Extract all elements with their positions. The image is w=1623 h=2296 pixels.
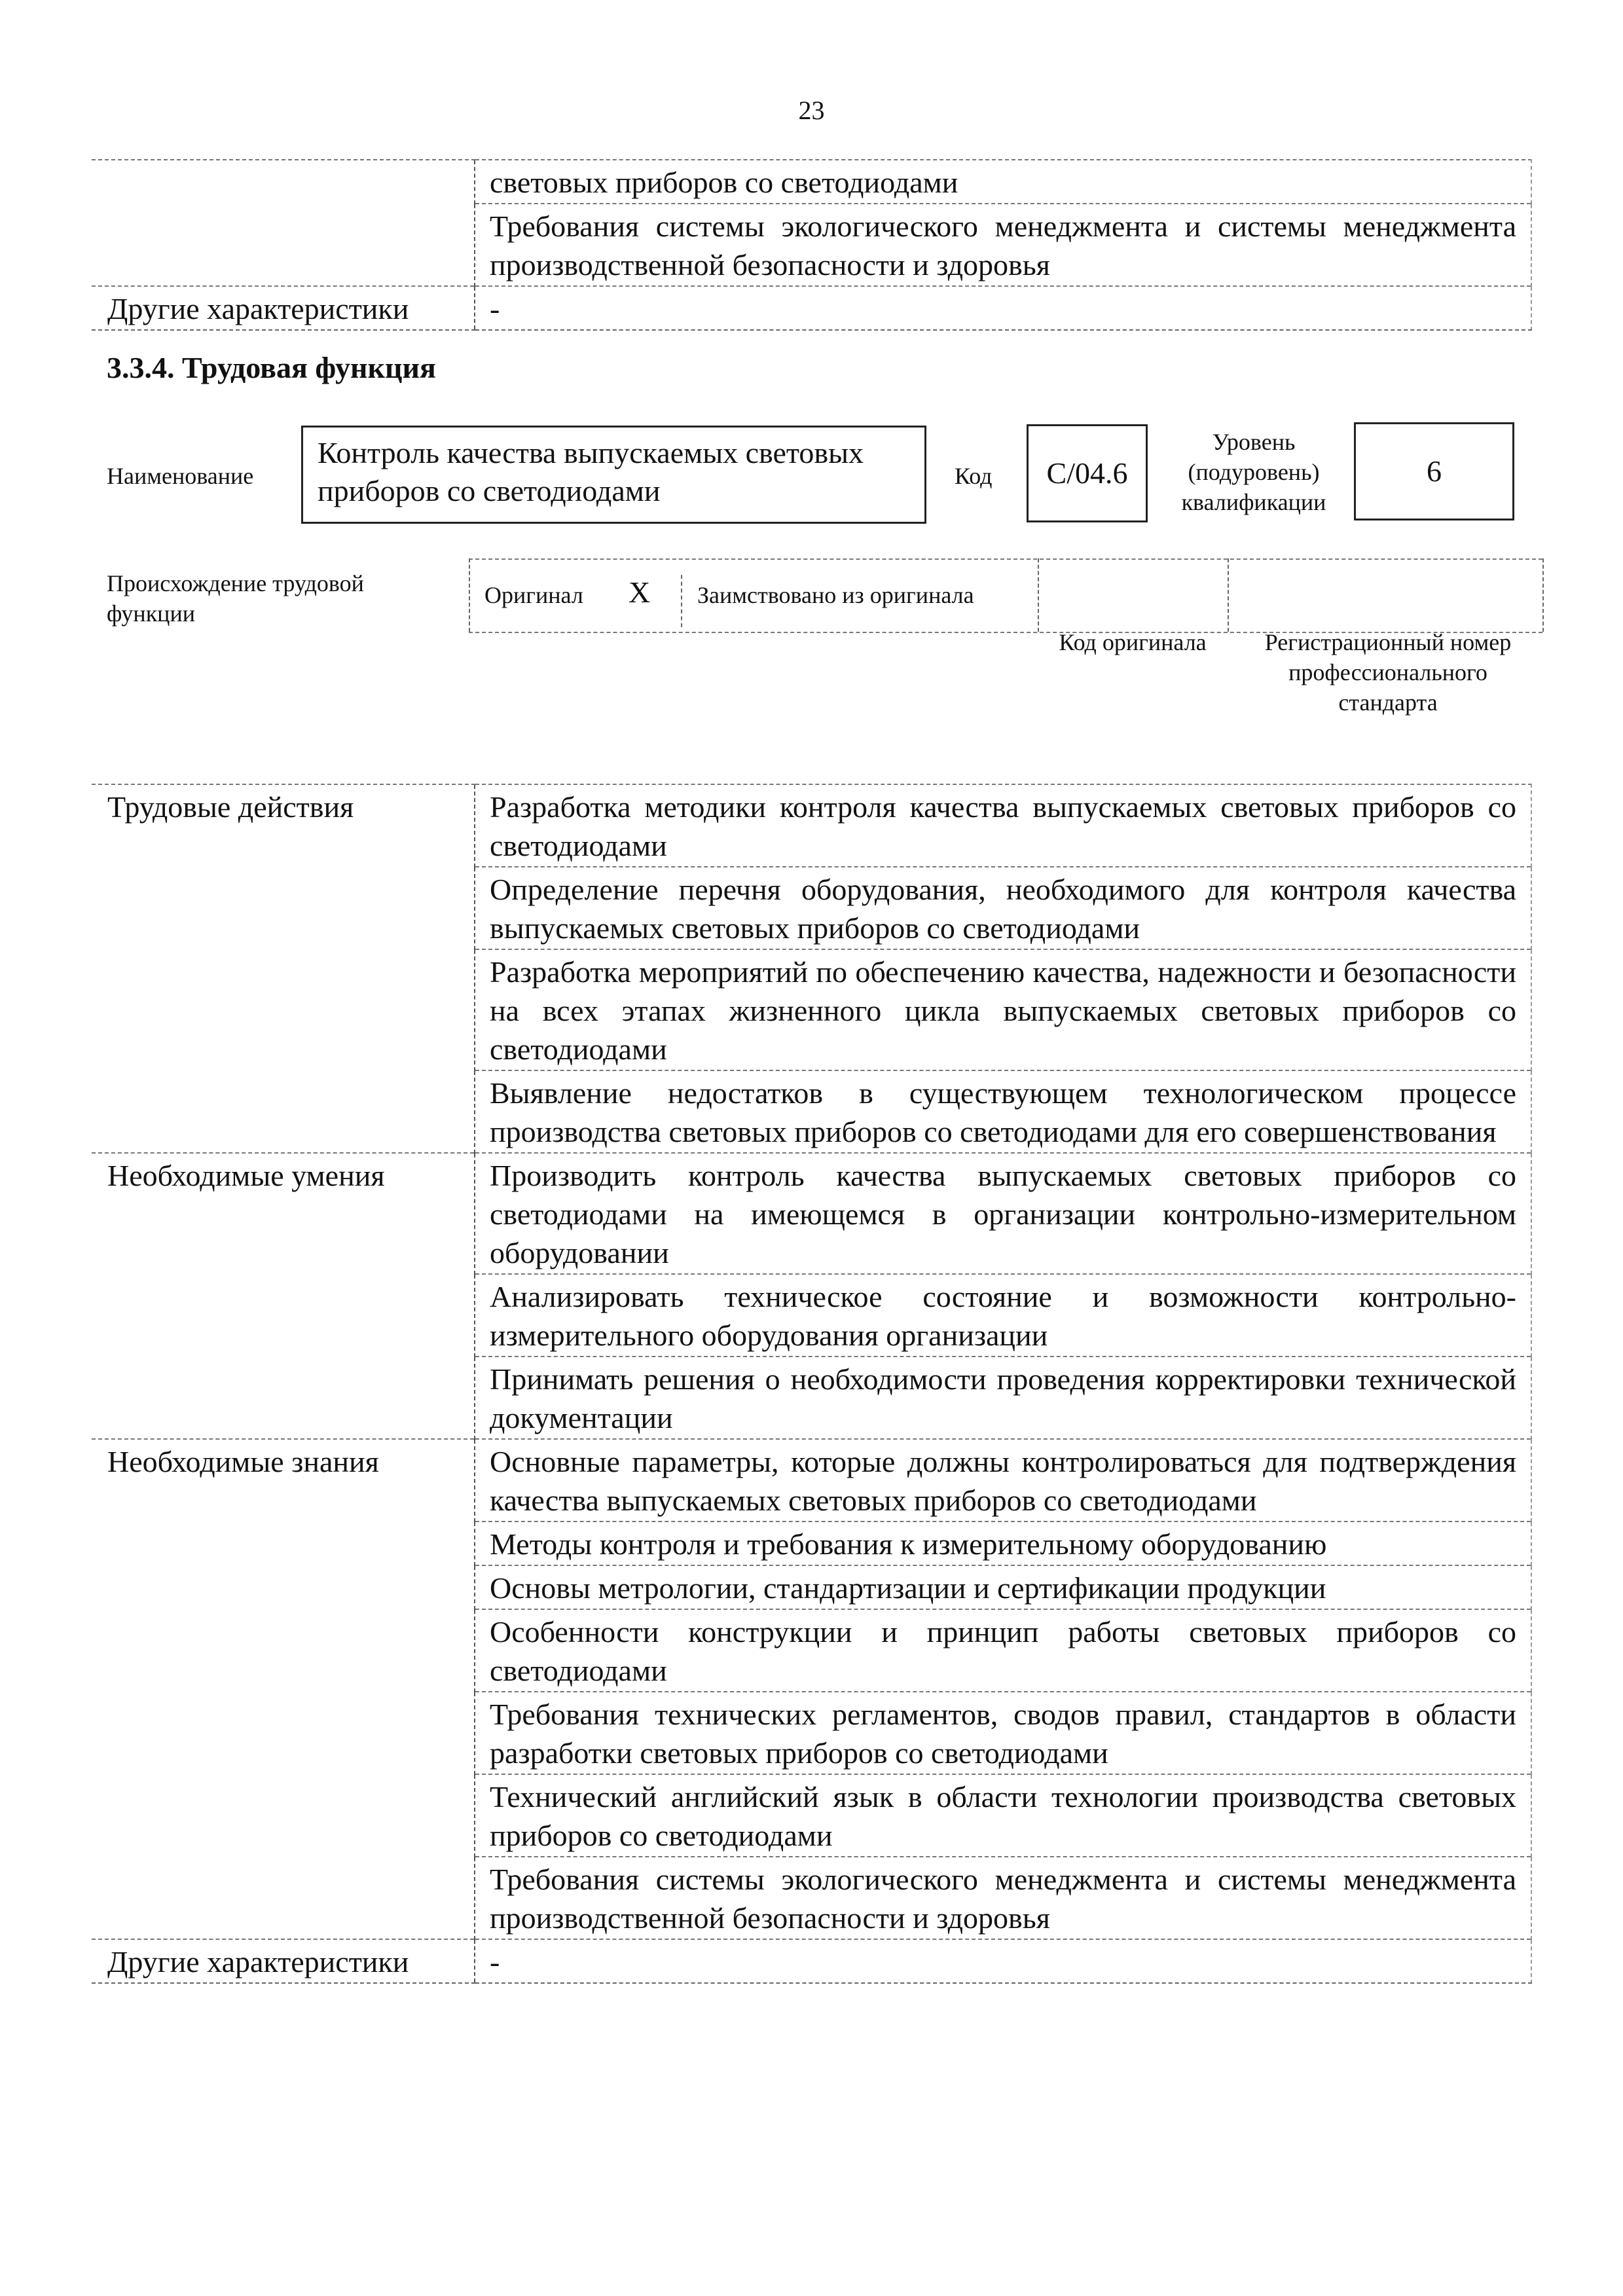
original-label: Оригинал — [484, 582, 583, 608]
code-value: C/04.6 — [1046, 456, 1128, 490]
labor-actions-label: Трудовые действия — [92, 784, 475, 1153]
function-name-value: Контроль качества выпускаемых световых приборов со светодиодами — [318, 436, 864, 507]
list-item: Разработка мероприятий по обеспечению качества, надежности и безопасности на всех этапах жизненного цикла выпускаемых световых приборов со светодиодами — [475, 949, 1531, 1070]
list-item: Основы метрологии, стандартизации и сертификации продукции — [475, 1565, 1531, 1609]
name-label: Наименование — [107, 463, 254, 489]
details-table — [92, 784, 1532, 1984]
borrowed-label: Заимствовано из оригинала — [697, 582, 974, 608]
code-original-caption: Код оригинала — [1059, 629, 1207, 655]
list-item: Анализировать техническое состояние и возможности контрольно-измерительного оборудования организации — [475, 1274, 1531, 1357]
other-label: Другие характеристики — [92, 1939, 475, 1983]
table-row-label: Другие характеристики — [92, 286, 475, 330]
list-item: Выявление недостатков в существующем технологическом процессе производства световых приборов со светодиодами для его совершенствования — [475, 1070, 1531, 1153]
list-item: Основные параметры, которые должны контролироваться для подтверждения качества выпускаемых световых приборов со светодиодами — [475, 1439, 1531, 1522]
table-row-value: - — [475, 286, 1531, 330]
original-mark: X — [629, 575, 651, 609]
level-box — [1354, 422, 1514, 520]
skills-label: Необходимые умения — [92, 1153, 475, 1439]
knowledge-label: Необходимые знания — [92, 1439, 475, 1939]
level-label: Уровень (подуровень) квалификации — [1181, 429, 1326, 515]
origin-label: Происхождение трудовой функции — [107, 570, 364, 627]
list-item: Производить контроль качества выпускаемых световых приборов со светодиодами на имеющемся в организации контрольно-измерительном оборудовании — [475, 1153, 1531, 1274]
table-row-label — [92, 160, 475, 204]
list-item: Методы контроля и требования к измерительному оборудованию — [475, 1522, 1531, 1565]
table-row-value: световых приборов со светодиодами — [475, 160, 1531, 204]
list-item: Требования системы экологического менеджмента и системы менеджмента производственной безопасности и здоровья — [475, 1857, 1531, 1939]
list-item: Принимать решения о необходимости проведения корректировки технической документации — [475, 1357, 1531, 1439]
code-label: Код — [955, 463, 993, 489]
list-item: Особенности конструкции и принцип работы световых приборов со светодиодами — [475, 1609, 1531, 1692]
table-row-value: Требования системы экологического менеджмента и системы менеджмента производственной безопасности и здоровья — [475, 204, 1531, 286]
page-number: 23 — [798, 96, 825, 125]
prev-section-table — [92, 159, 1532, 331]
list-item: Разработка методики контроля качества выпускаемых световых приборов со светодиодами — [475, 784, 1531, 867]
list-item: Определение перечня оборудования, необходимого для контроля качества выпускаемых световых приборов со светодиодами — [475, 867, 1531, 949]
list-item: Требования технических регламентов, сводов правил, стандартов в области разработки световых приборов со светодиодами — [475, 1692, 1531, 1774]
other-value: - — [475, 1939, 1531, 1983]
level-value: 6 — [1427, 454, 1442, 488]
list-item: Технический английский язык в области технологии производства световых приборов со светодиодами — [475, 1774, 1531, 1857]
function-name-box — [301, 426, 926, 524]
section-title: 3.3.4. Трудовая функция — [107, 351, 436, 384]
table-row-label — [92, 204, 475, 286]
reg-number-caption: Регистрационный номер профессионального стандарта — [1264, 629, 1512, 716]
code-box — [1027, 424, 1148, 522]
